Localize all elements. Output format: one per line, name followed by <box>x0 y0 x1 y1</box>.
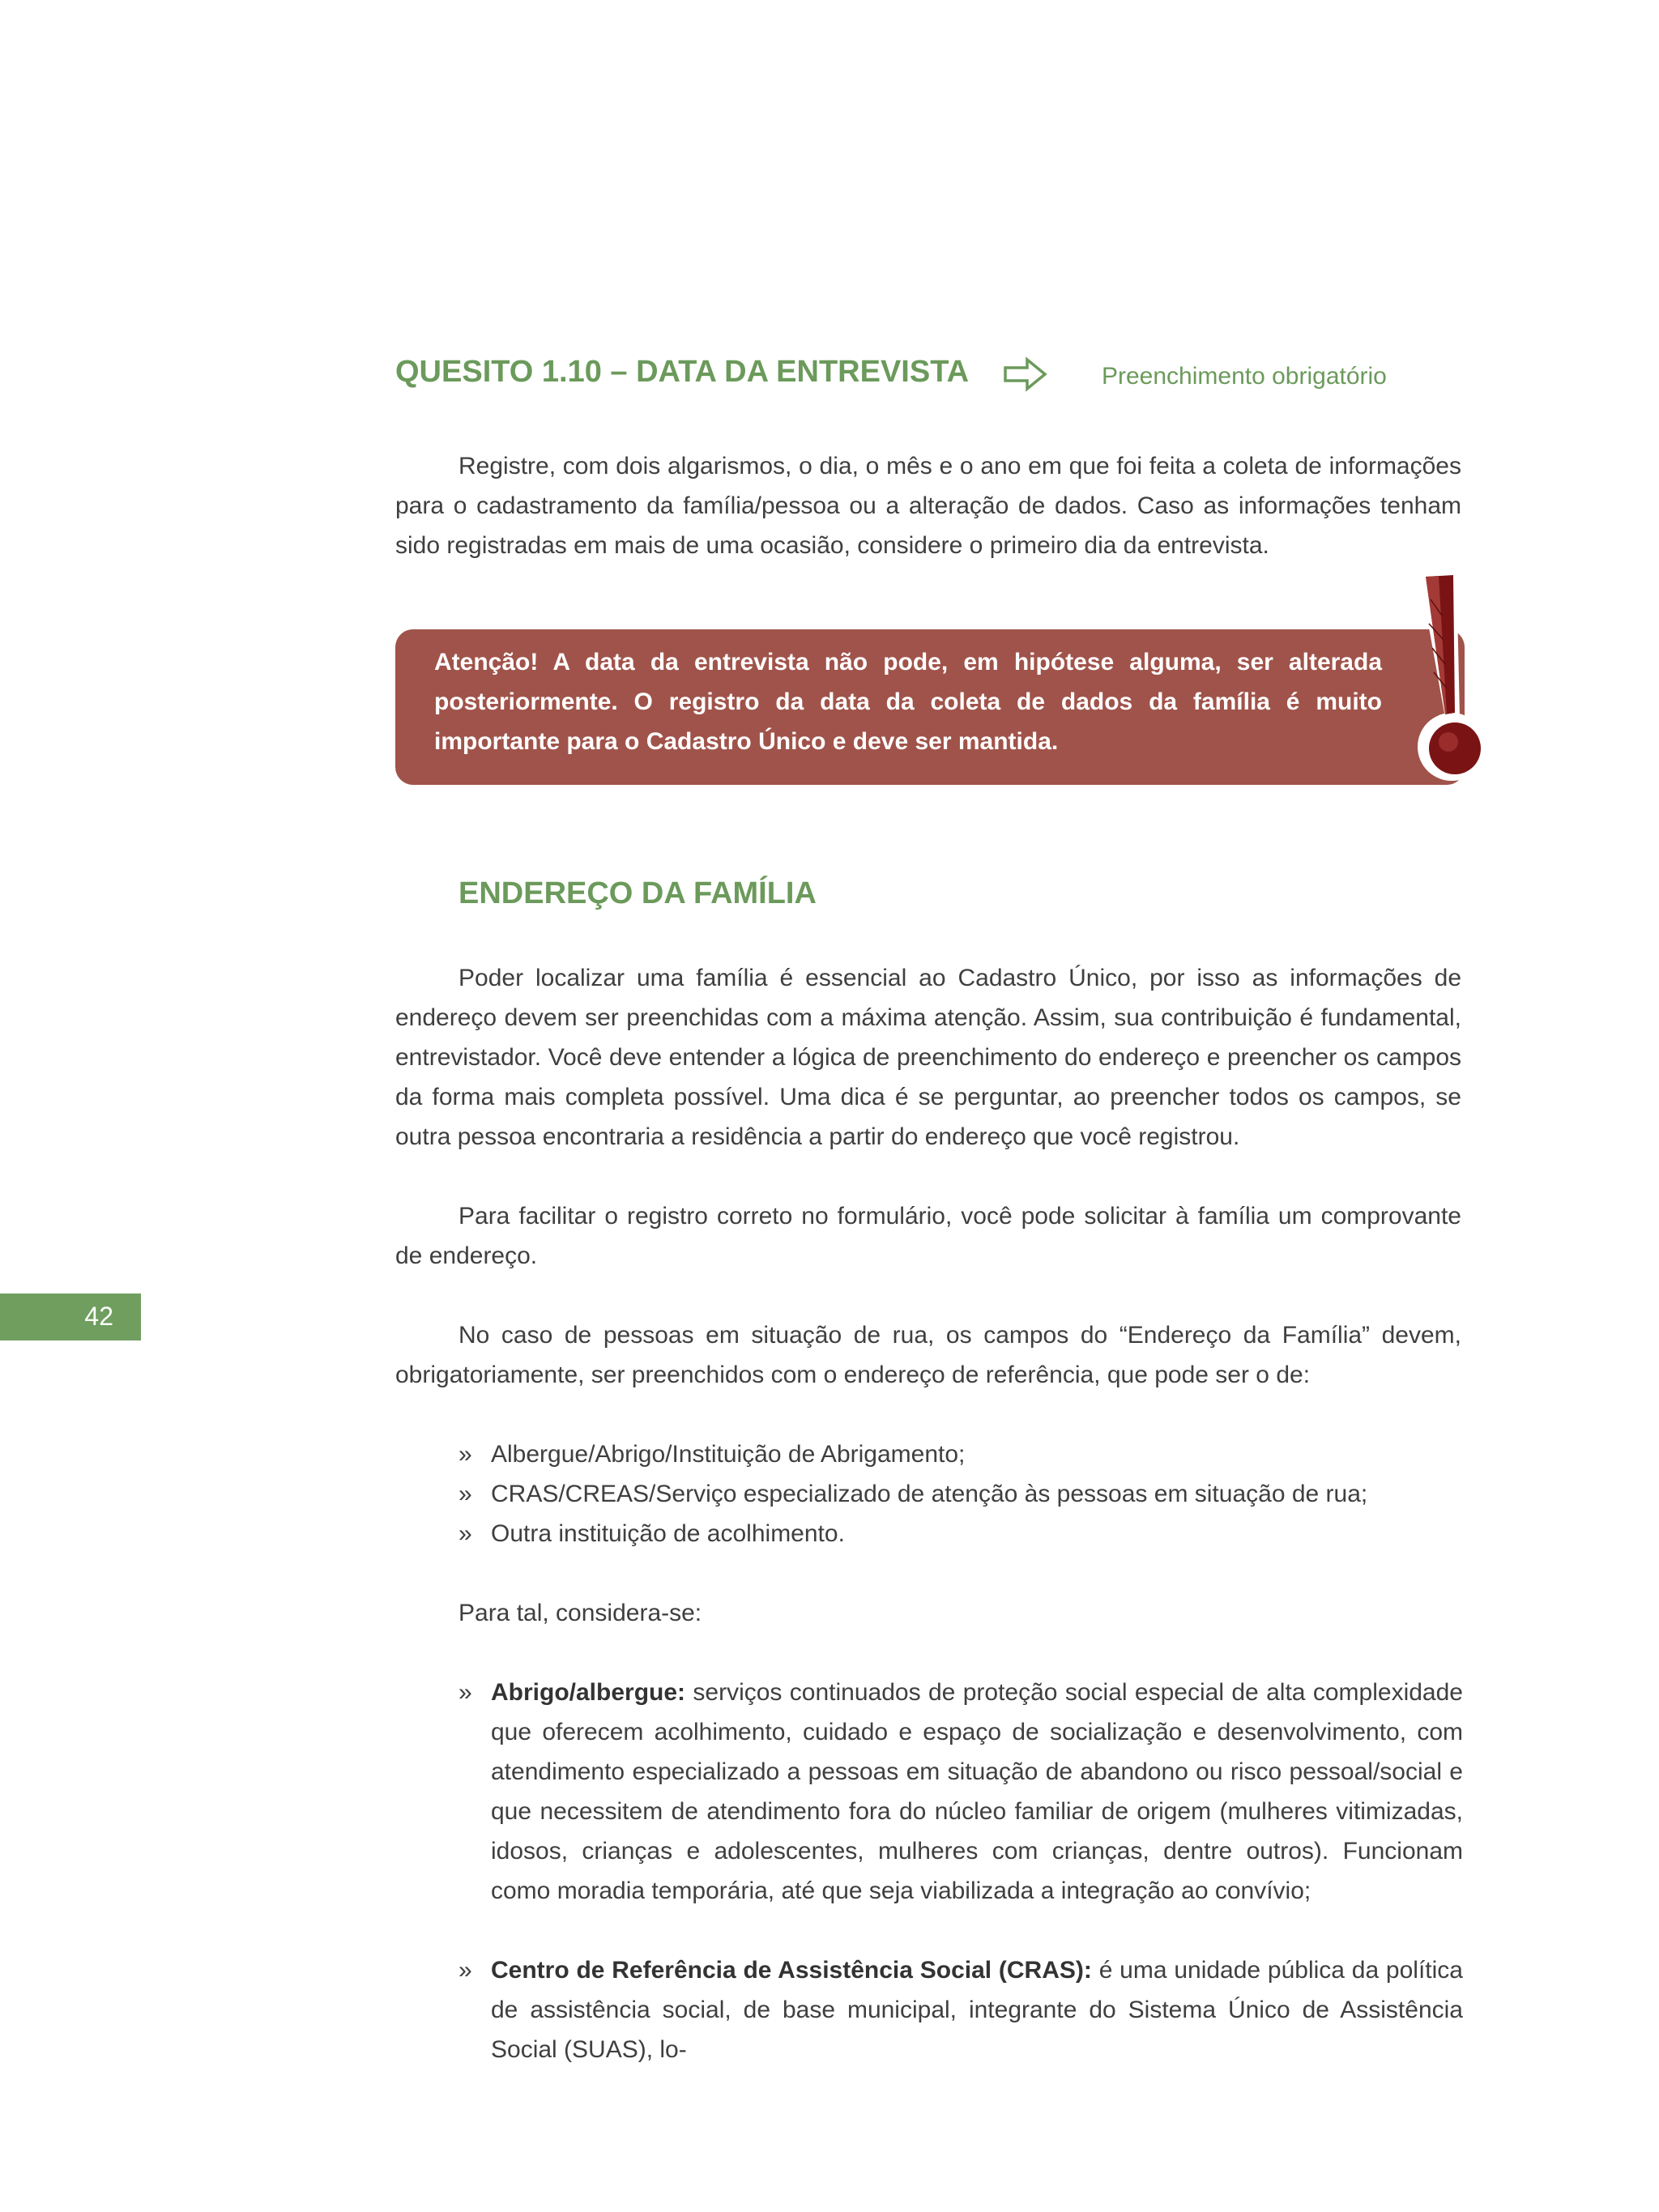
list-item <box>458 1950 1463 2069</box>
definition-text: serviços continuados de proteção social especial de alta complexidade que oferecem acolhimento, cuidado e espaço de socialização e desenvolvimento, com atendimento especializado a pessoas em situação de abandono ou risco pessoal/social e que necessitem de atendimento fora do núcleo familiar de origem (mulheres vitimizadas, idosos, crianças e adolescentes, mulheres com crianças, dentre outros). Funcionam como moradia temporária, até que seja viabilizada a integração ao convívio; <box>491 1679 1463 1904</box>
list-item <box>458 1434 1463 1474</box>
section-title: QUESITO 1.10 – DATA DA ENTREVISTA <box>395 355 970 389</box>
attention-text: Atenção! A data da entrevista não pode, em hipótese alguma, ser alterada posteriormente. O registro da data da coleta de dados da família é muito importante para o Cadastro Único e deve ser mantida. <box>434 649 1382 755</box>
address-paragraph-2: Para facilitar o registro correto no formulário, você pode solicitar à família um comprovante de endereço. <box>395 1203 1461 1269</box>
attention-box <box>395 629 1465 785</box>
list-item <box>458 1514 1463 1554</box>
list-item <box>458 1474 1463 1514</box>
bullet-icon: » <box>458 1957 472 1984</box>
address-paragraph-3: No caso de pessoas em situação de rua, os campos do “Endereço da Família” devem, obrigatoriamente, ser preenchidos com o endereço de referência, que pode ser o de: <box>395 1322 1461 1388</box>
mandatory-label: Preenchimento obrigatório <box>1102 363 1387 390</box>
bullet-icon: » <box>458 1520 472 1547</box>
bullet-icon: » <box>458 1441 472 1468</box>
list-item-text: Albergue/Abrigo/Instituição de Abrigamento; <box>491 1441 966 1468</box>
right-arrow-icon <box>1003 356 1048 392</box>
reference-options-list <box>458 1434 1463 1554</box>
definition-term: Centro de Referência de Assistência Social (CRAS): <box>491 1957 1092 1984</box>
definitions-list <box>458 1673 1463 2109</box>
page-number-tab <box>0 1294 141 1340</box>
list-item-text: CRAS/CREAS/Serviço especializado de atenção às pessoas em situação de rua; <box>491 1481 1368 1507</box>
bullet-icon: » <box>458 1679 472 1706</box>
consider-label: Para tal, considera-se: <box>458 1600 702 1626</box>
exclamation-icon <box>1410 567 1491 787</box>
section-header <box>395 355 1465 403</box>
list-item <box>458 1673 1463 1911</box>
definition-term: Abrigo/albergue: <box>491 1679 686 1706</box>
list-item-text: Outra instituição de acolhimento. <box>491 1520 845 1547</box>
page-number: 42 <box>84 1302 113 1331</box>
intro-paragraph: Registre, com dois algarismos, o dia, o mês e o ano em que foi feita a coleta de informações para o cadastramento da família/pessoa ou a alteração de dados. Caso as informações tenham sido registradas em mais de uma ocasião, considere o primeiro dia da entrevista. <box>395 453 1461 559</box>
definition-text: é uma unidade pública da política de assistência social, de base municipal, integrante do Sistema Único de Assistência Social (SUAS), lo- <box>491 1957 1463 2063</box>
address-paragraph-1: Poder localizar uma família é essencial ao Cadastro Único, por isso as informações de endereço devem ser preenchidas com a máxima atenção. Assim, sua contribuição é fundamental, entrevistador. Você deve entender a lógica de preenchimento do endereço e preencher os campos da forma mais completa possível. Uma dica é se perguntar, ao preencher todos os campos, se outra pessoa encontraria a residência a partir do endereço que você registrou. <box>395 965 1461 1150</box>
address-section-title: ENDEREÇO DA FAMÍLIA <box>458 876 817 910</box>
bullet-icon: » <box>458 1481 472 1507</box>
